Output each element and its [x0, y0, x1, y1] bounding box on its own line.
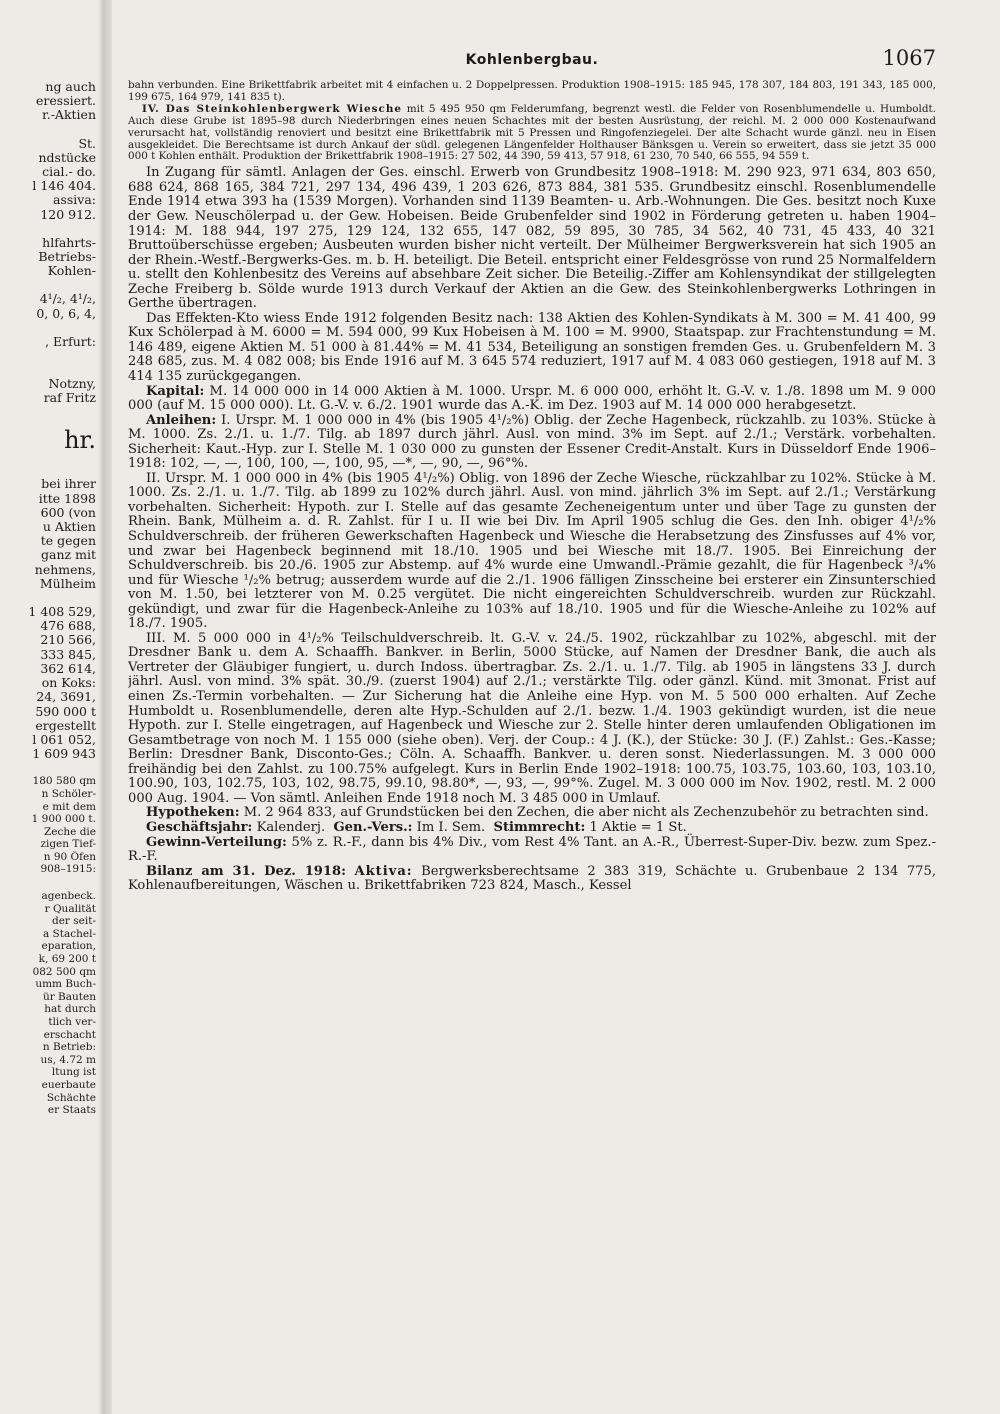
kapital-label: Kapital: [146, 383, 205, 399]
left-fragment-line: a Stachel- [42, 927, 96, 940]
section-hypotheken [128, 806, 936, 821]
left-fragment-line [0, 405, 96, 419]
kapital-text: M. 14 000 000 in 14 000 Aktien à M. 1000. Urspr. M. 6 000 000, erhöht lt. G.-V. v. 1./8. 1898 um M. 9 000 000 (auf M. 15 000 000). Lt. G.-V. v. 6./2. 1901 wurde das A.-K. im Dez. 1903 auf M. 14 000 000 herabgesetzt. [128, 383, 936, 414]
left-fragment-line: assiva: [52, 193, 96, 208]
left-fragment-line: eressiert. [36, 94, 96, 109]
left-fragment-line: 082 500 qm [32, 965, 96, 978]
left-fragment-line: bei ihrer [41, 477, 96, 492]
left-fragment-line: ganz mit [41, 548, 96, 563]
left-fragment-line: cial.- do. [42, 165, 96, 180]
left-fragment-line: n 90 Öfen [43, 850, 96, 863]
main-column [128, 48, 936, 1394]
body-text [128, 166, 936, 893]
wiesche-label: IV. Das Steinkohlenbergwerk Wiesche [142, 102, 402, 115]
left-fragment-line: 590 000 t [35, 704, 96, 719]
hypotheken-label: Hypotheken: [146, 805, 240, 821]
left-fragment-line: 600 (von [40, 505, 96, 520]
left-fragment-line: 1 609 943 [32, 747, 96, 762]
left-fragment-line: 476 688, [40, 619, 96, 634]
left-fragment-line: umm Buch- [35, 978, 96, 991]
left-fragment-line [0, 761, 96, 775]
left-fragment-line: 24, 3691, [36, 690, 96, 705]
left-fragment-line: 908–1915: [40, 863, 96, 876]
left-fragment-line: n Schöler- [41, 787, 96, 800]
geschaeftsjahr-value: Kalenderj. [256, 819, 326, 835]
left-fragment-line: Mülheim [39, 576, 96, 591]
left-fragment-line: Betriebs- [38, 250, 96, 265]
gewinn-label: Gewinn-Verteilung: [146, 834, 287, 850]
left-fragment-line [0, 278, 96, 292]
wiesche-text: mit 5 495 950 qm Felderumfang, begrenzt westl. die Felder von Rosenblumendelle u. Humboldt. Auch diese Grube ist 1895–98 durch Niederbringen eines neuen Schachtes mit der besten Ausrüstung, der reichl. M. 2 000 000 Kostenaufwand verursacht hat, vollständig renoviert und besitzt eine Brikettfabrik mit 5 Pressen und Ringofenziegelei. Der alte Schacht wurde gänzl. neu in Eisen ausgekleidet. Die Berechtsame ist durch Ankauf der südl. gelegenen Längenfelder Holthauser Bänksgen u. Verein so erweitert, dass sie jetzt 35 000 000 t Kohlen enthält. Produktion der Brikettfabrik 1908–1915: 27 502, 44 390, 59 413, 57 918, 61 230, 70 540, 66 555, 94 559 t. [128, 102, 936, 163]
running-header [128, 48, 936, 80]
left-fragment-line: n Betrieb: [42, 1041, 96, 1054]
left-fragment-line: on Koks: [41, 676, 96, 691]
left-fragment-line: itte 1898 [38, 491, 96, 506]
paragraph-effekten: Das Effekten-Kto wiess Ende 1912 folgenden Besitz nach: 138 Aktien des Kohlen-Syndikats à M. 300 = M. 41 400, 99 Kux Schölerpad à M. 6000 = M. 594 000, 99 Kux Hobeisen à M. 100 = M. 9900, Staatspap. zur Frachtenstundung = M. 146 489, eigene Aktien M. 51 000 à 81.44% = M. 41 534, Beteiligung an sonstigen fremden Ges. u. Grubenfeldern M. 3 248 685, zus. M. 4 082 008; bis Ende 1916 auf M. 3 645 574 reduziert, 1917 auf M. 4 083 060 gestiegen, 1918 auf M. 3 414 135 zurückgegangen. [128, 310, 936, 384]
left-fragment-line: Notzny, [48, 377, 96, 392]
left-fragment-line: tlich ver- [48, 1016, 96, 1028]
left-fragment-line: 0, 0, 6, 4, [36, 306, 96, 321]
left-fragment-line: ndstücke [38, 150, 96, 165]
left-fragment-line [0, 349, 96, 363]
aktiva-label: Aktiva: [354, 863, 413, 879]
left-fragment-line: raf Fritz [43, 391, 96, 406]
left-fragment-line: St. [78, 136, 96, 151]
left-fragment-line [0, 591, 96, 605]
intro-second [128, 104, 936, 164]
genvers-value: Im I. Sem. [416, 819, 486, 835]
section-bilanz [128, 865, 936, 894]
section-anleihen [128, 414, 936, 472]
anleihen-text-1: I. Urspr. M. 1 000 000 in 4% (bis 1905 4¹/₂%) Oblig. der Zeche Hagenbeck, rückzahlb. zu 103%. Stücke à M. 1000. Zs. 2./1. u. 1./7. Tilg. ab 1897 durch jährl. Ausl. von mind. 3% im Sept. auf 2./1.; Verstärk. vorbehalten. Sicherheit: Kaut.-Hyp. zur I. Stelle M. 1 030 000 zu gunsten der Essener Credit-Anstalt. Kurs in Düsseldorf Ende 1906–1918: 102, —, —, 100, 100, —, 100, 95, —*, —, 90, —, 96°%. [128, 412, 936, 472]
left-fragment-line [0, 876, 96, 890]
bilanz-label: Bilanz am 31. Dez. 1918: [146, 863, 346, 879]
running-title: Kohlenbergbau. [465, 52, 599, 68]
left-fragment-line: euerbaute [41, 1078, 96, 1091]
left-fragment-line: 362 614, [40, 661, 96, 676]
page-number: 1067 [882, 48, 936, 70]
left-fragment-line: der seit- [51, 915, 96, 928]
left-fragment-line: te gegen [40, 534, 96, 549]
left-fragment-line: hlfahrts- [42, 235, 96, 250]
left-fragment-line: , Erfurt: [45, 334, 96, 349]
left-fragment-line [0, 123, 96, 137]
left-fragment-line: u Aktien [42, 520, 96, 535]
left-fragment-line: nehmens, [34, 562, 96, 577]
left-fragment-line: er Staats [47, 1104, 96, 1117]
left-fragment-line: ltung ist [51, 1066, 96, 1079]
intro-first: bahn verbunden. Eine Brikettfabrik arbeitet mit 4 einfachen u. 2 Doppelpressen. Produktion 1908–1915: 185 945, 178 307, 184 803, 191 343, 185 000, 199 675, 164 979, 141 835 t). [128, 79, 936, 103]
stimmrecht-label: Stimmrecht: [493, 819, 586, 835]
anleihen-label: Anleihen: [146, 412, 217, 428]
anleihen-text-2: II. Urspr. M. 1 000 000 in 4% (bis 1905 4¹/₂%) Oblig. von 1896 der Zeche Wiesche, rückzahlbar zu 102%. Stücke à M. 1000. Zs. 2./1. u. 1./7. Tilg. ab 1899 zu 102% durch jährl. Ausl. von mind. jährlich 3% im Sept. auf 2./1.; Verstärkung vorbehalten. Sicherheit: Hypoth. zur I. Stelle auf das gesamte Zecheneigentum unter und über Tage zu gunsten der Rhein. Bank, Mülheim a. d. R. Zahlst. für I u. II wie bei Div. Im April 1905 schlug die Ges. den Inh. obiger 4¹/₂% Schuldverschreib. der früheren Gewerkschaften Hagenbeck und Wiesche die Herabsetzung des Zinsfusses auf 4% vor, und zwar bei Hagenbeck beginnend mit 18./10. 1905 und bei Wiesche mit 18./7. 1905. Bei Einreichung der Schuldverschreib. bis 20./6. 1905 zur Abstemp. auf 4% wurde eine Umwandl.-Prämie gezahlt, die für Hagenbeck ³/₄% und für Wiesche ¹/₂% betrug; ausserdem wurde auf die 2./1. 1906 fälligen Zinsscheine bei ersterer ein Zinsunterschied von M. 1.50, bei letzterer von M. 0.25 vergütet. Die nicht eingereichten Schuldverschreib. wurden zur Rückzahl. gekündigt, und zwar für die Hagenbeck-Anleihe zu 103% auf 18./10. 1905 und für die Wiesche-Anleihe zu 102% auf 18./7. 1905. [128, 470, 936, 632]
left-fragment-line: Schächte [46, 1091, 96, 1104]
left-fragment-line [0, 222, 96, 236]
page-gutter [98, 0, 112, 1414]
section-geschaeftsjahr [128, 821, 936, 836]
gewinn-text: 5% z. R.-F., dann bis 4% Div., vom Rest 4% Tant. an A.-R., Überrest-Super-Div. bezw. zum Spez.-R.-F. [128, 834, 936, 865]
left-fragment-line: r.-Aktien [42, 108, 96, 123]
left-fragment-line [0, 363, 96, 377]
left-fragment-line: l 061 052, [32, 732, 96, 747]
left-fragment-line: us, 4.72 m [40, 1053, 96, 1066]
left-fragment-line [0, 463, 96, 477]
hypotheken-text: M. 2 964 833, auf Grundstücken bei den Zechen, die aber nicht als Zechenzubehör zu betrachten sind. [243, 805, 929, 821]
left-fragment-line: Kohlen- [47, 264, 96, 279]
intro-smallprint [128, 80, 936, 163]
left-fragment-line: hat durch [44, 1003, 96, 1016]
left-fragment-line: r Qualität [44, 902, 96, 915]
left-fragment-line [0, 321, 96, 335]
left-fragment-line: 120 912. [40, 207, 96, 222]
left-fragment-line: eparation, [41, 940, 96, 953]
left-fragment-line: 1 408 529, [28, 605, 96, 620]
left-fragment-line: hr. [64, 426, 96, 455]
paragraph-zugang: In Zugang für sämtl. Anlagen der Ges. einschl. Erwerb von Grundbesitz 1908–1918: M. 290 923, 971 634, 803 650, 688 624, 868 165, 384 721, 297 134, 496 439, 1 203 626, 873 884, 381 535. Grundbesitz einschl. Rosenblumendelle Ende 1914 etwa 393 ha (1539 Morgen). Vorhanden sind 1139 Beamten- u. Arb.-Wohnungen. Die Ges. besitzt noch Kuxe der Gew. Neuschölerpad u. der Gew. Hobeisen. Beide Grubenfelder sind 1902 in Förderung getreten u. haben 1904–1914: M. 188 944, 197 275, 129 124, 132 655, 147 082, 59 895, 30 785, 34 562, 40 731, 45 433, 40 321 Bruttoüberschüsse ergeben; Ausbeuten wurden bisher nicht verteilt. Der Mülheimer Bergwerksverein hat sich 1905 an der Rhein.-Westf.-Bergwerks-Ges. m. b. H. beteiligt. Die Beteil. entspricht einer Feldesgrösse von rund 25 Normalfeldern u. stellt den Kohlenbesitz des Vereins auf absehbare Zeit sicher. Die Beteilig.-Ziffer am Kohlensyndikat der stillgelegten Zeche Freiberg b. Sölde wurde 1913 durch Verkauf der Aktien an die Gew. des Steinkohlenbergwerks Lothringen in Gerthe übertragen. [128, 165, 936, 312]
previous-page-column [0, 80, 96, 1380]
left-fragment-line: e mit dem [42, 800, 96, 813]
left-fragment-line: ng auch [45, 80, 96, 94]
left-fragment-line: ür Bauten [42, 990, 96, 1003]
left-fragment-line: erschacht [43, 1028, 96, 1041]
bilanz-text: Bergwerksberechtsame 2 383 319, Schächte u. Grubenbaue 2 134 775, Kohlenaufbereitungen, Wäschen u. Brikettfabriken 723 824, Masch., Kessel [128, 863, 936, 894]
left-fragment-line: ergestellt [35, 718, 96, 733]
stimmrecht-value: 1 Aktie = 1 St. [589, 819, 687, 835]
left-fragment-line: 1 900 000 t. [31, 813, 96, 826]
left-fragment-line: agenbeck. [41, 890, 96, 903]
anleihen-text-3: III. M. 5 000 000 in 4¹/₂% Teilschuldverschreib. lt. G.-V. v. 24./5. 1902, rückzahlbar zu 102%, abgeschl. mit der Dresdner Bank u. dem A. Schaaffh. Bankver. in Berlin, 5000 Stücke, auf Namen der Dresdner Bank, die auch als Vertreter der Gläubiger fungiert, u. durch Indoss. übertragbar. Zs. 2./1. u. 1./7. Tilg. ab 1905 in längstens 33 J. durch jährl. Ausl. von mind. 3% spät. 30./9. (zuerst 1904) auf 2./1.; verstärkte Tilg. oder gänzl. Künd. mit 3monat. Frist auf einen Zs.-Termin vorbehalten. — Zur Sicherung hat die Anleihe eine Hyp. von M. 5 500 000 erhalten. Auf Zeche Humboldt u. Rosenblumendelle, deren alte Hyp.-Schulden auf 2./1. bezw. 1./4. 1903 gekündigt wurden, ist die neue Hypoth. zur I. Stelle eingetragen, auf Hagenbeck und Wiesche zur 2. Stelle hinter deren umlaufenden Obligationen im Gesamtbetrage von noch M. 1 155 000 (siehe oben). Verj. der Coup.: 4 J. (K.), der Stücke: 30 J. (F.) Zahlst.: Ges.-Kasse; Berlin: Dresdner Bank, Disconto-Ges.; Cöln. A. Schaaffh. Bankver. u. deren sonst. Niederlassungen. M. 3 000 000 freihändig bei den Zahlst. zu 100.75% aufgelegt. Kurs in Berlin Ende 1902–1918: 100.75, 103.75, 103.60, 103, 103.10, 100.90, 103, 102.75, 103, 102, 98.75, 99.10, 98.80*, —, 93, —, 99°%. Zugel. M. 3 000 000 im Nov. 1902, restl. M. 2 000 000 Aug. 1904. — Von sämtl. Anleihen Ende 1918 noch M. 3 485 000 in Umlauf. [128, 630, 936, 806]
left-fragment-line: l 146 404. [32, 179, 96, 194]
geschaeftsjahr-label: Geschäftsjahr: [146, 819, 253, 835]
left-fragment-line: zigen Tief- [40, 838, 96, 851]
left-fragment-line: 210 566, [40, 633, 96, 648]
left-fragment-line: Zeche die [44, 825, 96, 838]
section-gewinn [128, 836, 936, 865]
genvers-label: Gen.-Vers.: [333, 819, 413, 835]
left-fragment-line: k, 69 200 t [38, 953, 96, 966]
left-fragment-line: 4¹/₂, 4¹/₂, [39, 292, 96, 307]
left-fragment-line: 180 580 qm [32, 775, 96, 788]
section-kapital [128, 385, 936, 414]
left-fragment-line: 333 845, [40, 647, 96, 662]
